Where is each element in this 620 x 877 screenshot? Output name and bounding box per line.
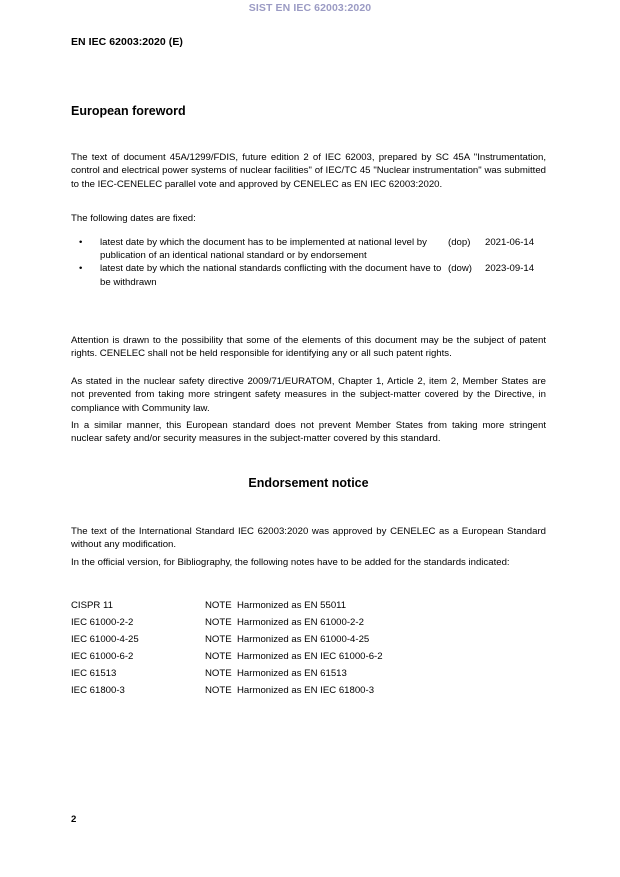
table-row [71, 682, 546, 699]
list-item [71, 236, 546, 262]
table-row [71, 631, 546, 648]
standard-reference: IEC 61800-3 [71, 685, 125, 696]
standard-reference: IEC 61513 [71, 668, 117, 679]
harmonized-as: Harmonized as EN 61000-2-2 [237, 617, 364, 628]
harmonized-as: Harmonized as EN IEC 61000-6-2 [237, 651, 383, 662]
bullet-icon: • [79, 263, 83, 275]
date-code: (dow) [448, 263, 472, 275]
note-label: NOTE [205, 668, 232, 679]
note-label: NOTE [205, 617, 232, 628]
dates-intro-text: The following dates are fixed: [71, 213, 196, 224]
harmonized-as: Harmonized as EN IEC 61800-3 [237, 685, 375, 696]
page-number: 2 [71, 814, 77, 825]
table-row [71, 597, 546, 614]
harmonized-as: Harmonized as EN 61000-4-25 [237, 634, 370, 645]
fixed-dates-list [71, 236, 546, 289]
standard-reference: IEC 61000-4-25 [71, 634, 139, 645]
document-watermark-header: SIST EN IEC 62003:2020 [248, 2, 372, 14]
member-states-paragraph: In a similar manner, this European standard does not prevent Member States from taking more stringent nuclear safety and/or security measures in the subject-matter covered by this standard. [71, 420, 546, 445]
nuclear-safety-directive-paragraph: As stated in the nuclear safety directive 2009/71/EURATOM, Chapter 1, Article 2, item 2, Member States are not prevented from taking more stringent safety measures in the subject-matter covered by the Directive, in compliance with Community law. [71, 376, 546, 414]
bibliography-notes-paragraph: In the official version, for Bibliography, the following notes have to be added for the standards indicated: [71, 557, 510, 568]
date-value: 2023-09-14 [485, 263, 535, 275]
harmonized-standards-table [71, 597, 546, 699]
date-code: (dop) [448, 237, 471, 248]
standard-reference: IEC 61000-2-2 [71, 617, 134, 628]
document-reference: EN IEC 62003:2020 (E) [71, 36, 183, 48]
note-label: NOTE [205, 600, 232, 611]
endorsement-approval-paragraph: The text of the International Standard IEC 62003:2020 was approved by CENELEC as a European Standard without any modification. [71, 526, 546, 551]
note-label: NOTE [205, 634, 232, 645]
table-row [71, 648, 546, 665]
list-item [71, 262, 546, 288]
harmonized-as: Harmonized as EN 55011 [237, 600, 347, 611]
european-foreword-heading: European foreword [71, 104, 186, 118]
date-value: 2021-06-14 [485, 237, 535, 248]
harmonized-as: Harmonized as EN 61513 [237, 668, 347, 679]
bullet-icon: • [79, 237, 83, 248]
note-label: NOTE [205, 685, 232, 696]
foreword-paragraph-origin: The text of document 45A/1299/FDIS, future edition 2 of IEC 62003, prepared by SC 45A "Instrumentation, control and electrical power systems of nuclear facilities" of IEC/TC 45 "Nuclear instrumentation" was submitted to the IEC-CENELEC parallel vote and approved by CENELEC as EN IEC 62003:2020. [71, 152, 546, 190]
standard-reference: IEC 61000-6-2 [71, 651, 134, 662]
date-description: latest date by which the national standards conflicting with the document have to be withdrawn [100, 263, 442, 288]
date-description: latest date by which the document has to be implemented at national level by publication of an identical national standard or by endorsement [100, 237, 427, 262]
table-row [71, 614, 546, 631]
patent-rights-paragraph: Attention is drawn to the possibility that some of the elements of this document may be the subject of patent rights. CENELEC shall not be held responsible for identifying any or all such patent rights. [71, 335, 546, 360]
table-row [71, 665, 546, 682]
standard-reference: CISPR 11 [71, 600, 113, 611]
note-label: NOTE [205, 651, 232, 662]
endorsement-notice-heading: Endorsement notice [248, 476, 369, 490]
